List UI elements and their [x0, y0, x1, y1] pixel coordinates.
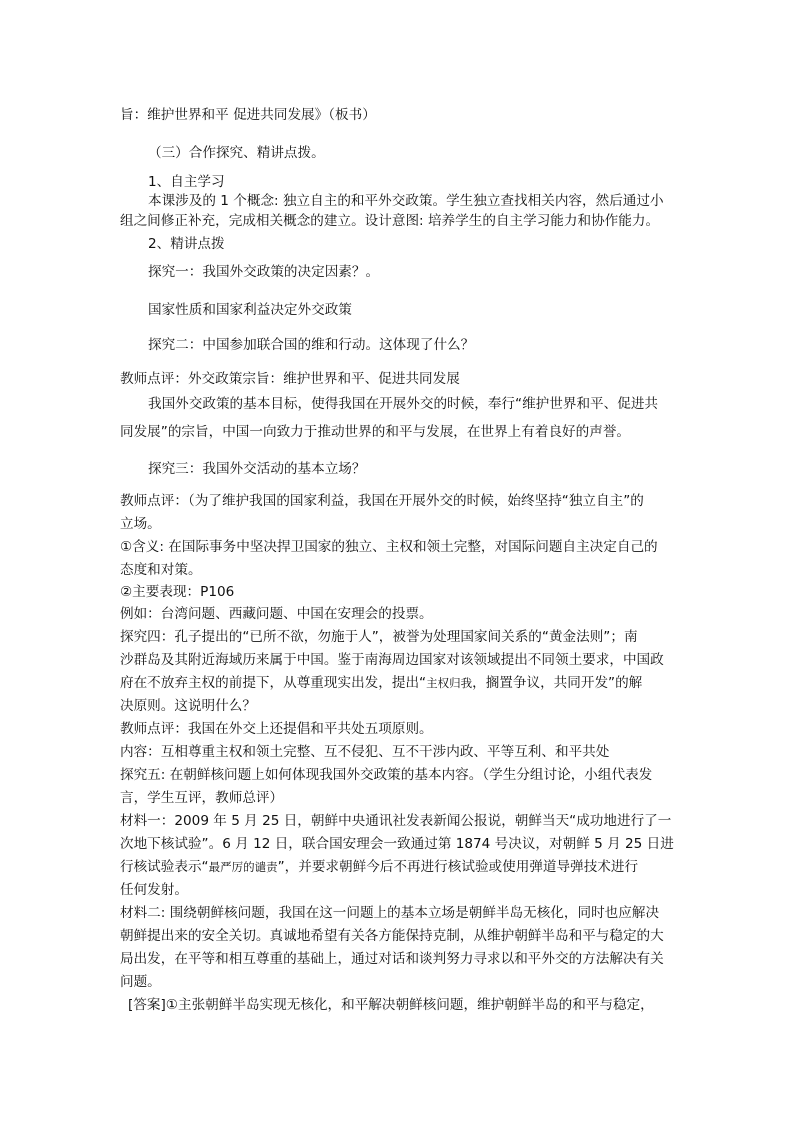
text-line [120, 673, 642, 693]
text-line: 教师点评：外交政策宗旨：维护世界和平、促进共同发展 [120, 371, 460, 387]
quoted-phrase: 主权归我 [426, 676, 473, 690]
text-line: 次地下核试验”。6 月 12 日，联合国安理会一致通过第 1874 号决议，对朝鲜 5 月 25 日进 [120, 836, 674, 852]
text-line: 内容：互相尊重主权和领土完整、互不侵犯、互不干涉内政、平等互利、和平共处 [120, 744, 610, 760]
text-line: 决原则。这说明什么？ [120, 698, 256, 714]
text-segment: ，搁置争议，共同开发”的解 [472, 675, 643, 691]
text-line: 同发展”的宗旨，中国一向致力于推动世界的和平与发展，在世界上有着良好的声誉。 [120, 424, 631, 440]
text-line: 材料一：2009 年 5 月 25 日，朝鲜中央通讯社发表新闻公报说，朝鲜当天“成功地进行了一 [120, 813, 672, 829]
text-line: 本课涉及的 1 个概念: 独立自主的和平外交政策。学生独立查找相关内容，然后通过小 [148, 193, 664, 209]
quoted-phrase: 最严厉的谴责 [208, 860, 278, 874]
text-line: 沙群岛及其附近海域历来属于中国。鉴于南海周边国家对该领域提出不同领土要求，中国政 [120, 652, 664, 668]
text-line: 例如：台湾问题、西藏问题、中国在安理会的投票。 [120, 606, 433, 622]
text-line: 旨：维护世界和平 促进共同发展》（板书） [120, 107, 376, 123]
text-line: 态度和对策。 [120, 562, 202, 578]
question-line: 探究五: 在朝鲜核问题上如何体现我国外交政策的基本内容。（学生分组讨论，小组代表发 [120, 767, 653, 783]
section-heading: （三）合作探究、精讲点拨。 [148, 145, 325, 161]
text-line [120, 857, 638, 877]
question-line: 探究三：我国外交活动的基本立场？ [148, 461, 366, 477]
subheading: 2、精讲点拨 [148, 236, 225, 252]
text-line: 立场。 [120, 516, 161, 532]
answer-line: [答案]①主张朝鲜半岛实现无核化，和平解决朝鲜核问题，维护朝鲜半岛的和平与稳定， [128, 997, 654, 1013]
text-line: 言，学生互评，教师总评） [120, 790, 284, 806]
text-line: 材料二: 围绕朝鲜核问题，我国在这一问题上的基本立场是朝鲜半岛无核化，同时也应解决 [120, 905, 660, 921]
text-segment: 府在不放弃主权的前提下，从尊重现实出发，提出“ [120, 675, 427, 691]
text-line: 教师点评：我国在外交上还提倡和平共处五项原则。 [120, 721, 433, 737]
text-line: 我国外交政策的基本目标，使得我国在开展外交的时候，奉行“维护世界和平、促进共 [148, 396, 659, 412]
subheading: 1、自主学习 [148, 174, 225, 190]
text-line: 教师点评：（为了维护我国的国家利益，我国在开展外交的时候，始终坚持“独立自主”的 [120, 493, 644, 509]
text-line: 局出发，在平等和相互尊重的基础上，通过对话和谈判努力寻求以和平外交的方法解决有关 [120, 951, 664, 967]
text-line: ②主要表现：P106 [120, 584, 235, 600]
question-line: 探究一：我国外交政策的决定因素？。 [148, 264, 380, 280]
text-segment: ”，并要求朝鲜今后不再进行核试验或使用弹道导弹技术进行 [277, 859, 639, 875]
text-line: 朝鲜提出来的安全关切。真诚地希望有关各方能保持克制，从维护朝鲜半岛和平与稳定的大 [120, 928, 664, 944]
question-line: 探究四：孔子提出的“已所不欲，勿施于人”，被誉为处理国家间关系的“黄金法则”；南 [120, 629, 638, 645]
text-line: 组之间修正补充，完成相关概念的建立。设计意图: 培养学生的自主学习能力和协作能力。 [120, 213, 660, 229]
text-line: 任何发射。 [120, 882, 188, 898]
question-line: 探究二：中国参加联合国的维和行动。这体现了什么？ [148, 337, 475, 353]
text-line: 问题。 [120, 974, 161, 990]
text-line: 国家性质和国家利益决定外交政策 [148, 302, 352, 318]
text-segment: 行核试验表示“ [120, 859, 209, 875]
text-line: ①含义: 在国际事务中坚决捍卫国家的独立、主权和领土完整，对国际问题自主决定自己的 [120, 539, 658, 555]
